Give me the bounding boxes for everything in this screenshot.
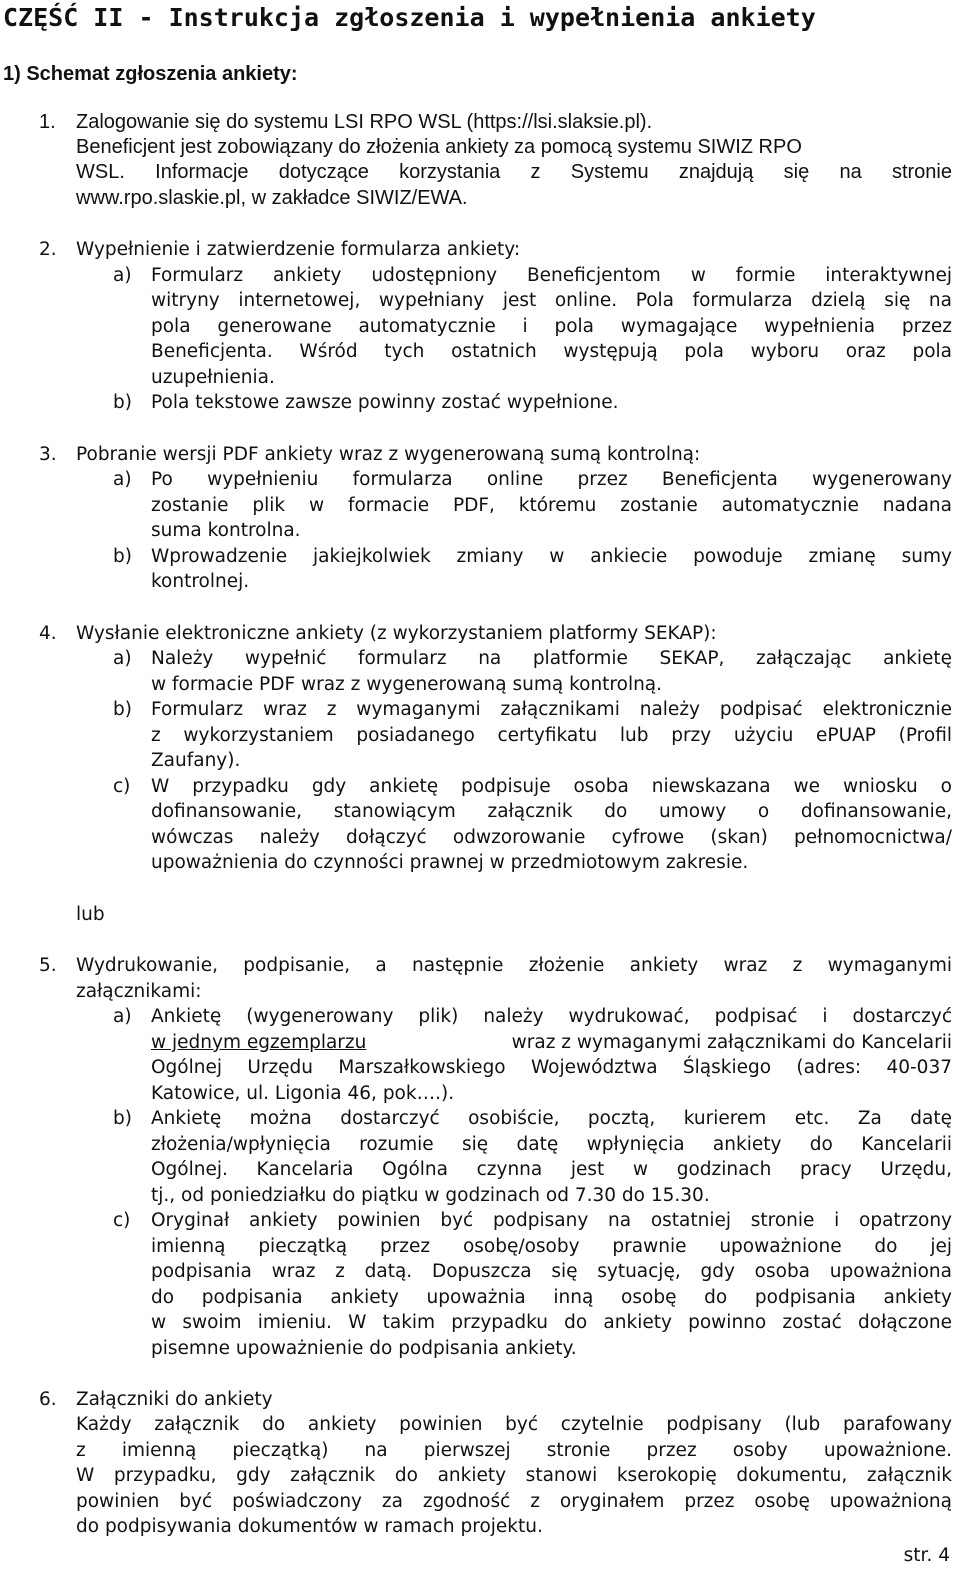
item-1-line-4: www.rpo.slaskie.pl, w zakładce SIWIZ/EWA.	[76, 187, 468, 209]
item-4c-line-4: upoważnienia do czynności prawnej w przedmiotowym zakresie.	[151, 852, 749, 873]
item-5b-line-2: złożenia/wpłynięcia rozumie się datę wpłynięcia ankiety do Kancelarii	[151, 1134, 952, 1155]
item-3-number: 3.	[39, 444, 57, 465]
item-2a-label: a)	[113, 265, 132, 286]
item-2b-line-1: Pola tekstowe zawsze powinny zostać wypełnione.	[151, 392, 619, 413]
item-6-line-5: do podpisywania dokumentów w ramach projektu.	[76, 1516, 543, 1537]
item-2a-line-5: uzupełnienia.	[151, 367, 275, 388]
item-3a-line-3: suma kontrolna.	[151, 520, 301, 541]
item-3a-label: a)	[113, 469, 132, 490]
item-2-heading: Wypełnienie i zatwierdzenie formularza ankiety:	[76, 239, 521, 260]
item-4c-line-1: W przypadku gdy ankietę podpisuje osoba niewskazana we wniosku o	[151, 776, 952, 797]
item-5a-line-3: Ogólnej Urzędu Marszałkowskiego Województwa Śląskiego (adres: 40-037	[151, 1057, 952, 1078]
item-6-line-4: powinien być poświadczony za zgodność z oryginałem przez osobę upoważnioną	[76, 1491, 952, 1512]
item-4-number: 4.	[39, 623, 57, 644]
item-5b-line-3: Ogólnej. Kancelaria Ogólna czynna jest w godzinach pracy Urzędu,	[151, 1159, 952, 1180]
item-4a-label: a)	[113, 648, 132, 669]
item-1-number: 1.	[39, 111, 56, 133]
item-4-heading: Wysłanie elektroniczne ankiety (z wykorzystaniem platformy SEKAP):	[76, 623, 717, 644]
item-5a-line-1: Ankietę (wygenerowany plik) należy wydrukować, podpisać i dostarczyć	[151, 1006, 952, 1027]
item-5-heading-line-2: załącznikami:	[76, 981, 202, 1002]
item-1-line-2: Beneficjent jest zobowiązany do złożenia ankiety za pomocą systemu SIWIZ RPO	[76, 136, 802, 158]
item-5a-line-4: Katowice, ul. Ligonia 46, pok….).	[151, 1083, 455, 1104]
item-2a-line-2: witryny internetowej, wypełniany jest online. Pola formularza dzielą się na	[151, 290, 952, 311]
item-2a-line-1: Formularz ankiety udostępniony Beneficjentom w formie interaktywnej	[151, 265, 952, 286]
item-3-heading: Pobranie wersji PDF ankiety wraz z wygenerowaną sumą kontrolną:	[76, 444, 701, 465]
item-5-heading-line-1: Wydrukowanie, podpisanie, a następnie złożenie ankiety wraz z wymaganymi	[76, 955, 952, 976]
page-title: CZĘŚĆ II - Instrukcja zgłoszenia i wypełnienia ankiety	[3, 3, 816, 32]
item-2a-line-4: Beneficjenta. Wśród tych ostatnich występują pola wyboru oraz pola	[151, 341, 952, 362]
page-number: str. 4	[903, 1545, 950, 1566]
item-1-line-1: Zalogowanie się do systemu LSI RPO WSL (https://lsi.slaksie.pl).	[76, 111, 653, 133]
item-2a-line-3: pola generowane automatycznie i pola wymagające wypełnienia przez	[151, 316, 952, 337]
item-5b-line-1: Ankietę można dostarczyć osobiście, pocztą, kurierem etc. Za datę	[151, 1108, 952, 1129]
item-5c-line-5: w swoim imieniu. W takim przypadku do ankiety powinno zostać dołączone	[151, 1312, 952, 1333]
item-4c-line-3: wówczas należy dołączyć odwzorowanie cyfrowe (skan) pełnomocnictwa/	[151, 827, 952, 848]
item-6-line-1: Każdy załącznik do ankiety powinien być czytelnie podpisany (lub parafowany	[76, 1414, 952, 1435]
item-4b-line-2: z wykorzystaniem posiadanego certyfikatu lub przy użyciu ePUAP (Profil	[151, 725, 952, 746]
item-4b-line-1: Formularz wraz z wymaganymi załącznikami należy podpisać elektronicznie	[151, 699, 952, 720]
item-4b-line-3: Zaufany).	[151, 750, 241, 771]
item-4b-label: b)	[113, 699, 132, 720]
item-5a-line-2	[151, 1030, 952, 1056]
section-subtitle: 1) Schemat zgłoszenia ankiety:	[3, 63, 298, 85]
item-5c-line-2: imienną pieczątką przez osobę/osoby prawnie upoważnione do jej	[151, 1236, 952, 1257]
item-5b-line-4: tj., od poniedziałku do piątku w godzinach od 7.30 do 15.30.	[151, 1185, 710, 1206]
item-2-number: 2.	[39, 239, 57, 260]
item-4a-line-1: Należy wypełnić formularz na platformie SEKAP, załączając ankietę	[151, 648, 952, 669]
item-5c-line-4: do podpisania ankiety upoważnia inną osobę do podpisania ankiety	[151, 1287, 952, 1308]
item-4c-label: c)	[113, 776, 131, 797]
item-5b-label: b)	[113, 1108, 132, 1129]
item-3a-line-2: zostanie plik w formacie PDF, któremu zostanie automatycznie nadana	[151, 495, 952, 516]
item-3a-line-1: Po wypełnieniu formularza online przez Beneficjenta wygenerowany	[151, 469, 952, 490]
item-2b-label: b)	[113, 392, 132, 413]
item-4c-line-2: dofinansowanie, stanowiącym załącznik do umowy o dofinansowanie,	[151, 801, 952, 822]
item-5c-line-3: podpisania wraz z datą. Dopuszcza się sytuację, gdy osoba upoważniona	[151, 1261, 952, 1282]
item-5a-label: a)	[113, 1006, 132, 1027]
item-6-number: 6.	[39, 1389, 57, 1410]
item-4a-line-2: w formacie PDF wraz z wygenerowaną sumą kontrolną.	[151, 674, 663, 695]
item-3b-label: b)	[113, 546, 132, 567]
item-1-line-3: WSL. Informacje dotyczące korzystania z Systemu znajdują się na stronie	[76, 161, 952, 183]
item-5c-line-6: pisemne upoważnienie do podpisania ankiety.	[151, 1338, 577, 1359]
or-separator: lub	[76, 904, 105, 925]
copies-emphasis: w jednym egzemplarzu	[151, 1032, 367, 1053]
item-5c-line-1: Oryginał ankiety powinien być podpisany na ostatniej stronie i opatrzony	[151, 1210, 952, 1231]
item-6-heading: Załączniki do ankiety	[76, 1389, 273, 1410]
item-5-number: 5.	[39, 955, 57, 976]
item-5c-label: c)	[113, 1210, 131, 1231]
item-5a-line-2-rest: wraz z wymaganymi załącznikami do Kancelarii	[511, 1032, 952, 1053]
item-3b-line-1: Wprowadzenie jakiejkolwiek zmiany w ankiecie powoduje zmianę sumy	[151, 546, 952, 567]
item-6-line-2: z imienną pieczątką) na pierwszej stronie przez osoby upoważnione.	[76, 1440, 952, 1461]
item-3b-line-2: kontrolnej.	[151, 571, 250, 592]
item-6-line-3: W przypadku, gdy załącznik do ankiety stanowi kserokopię dokumentu, załącznik	[76, 1465, 952, 1486]
